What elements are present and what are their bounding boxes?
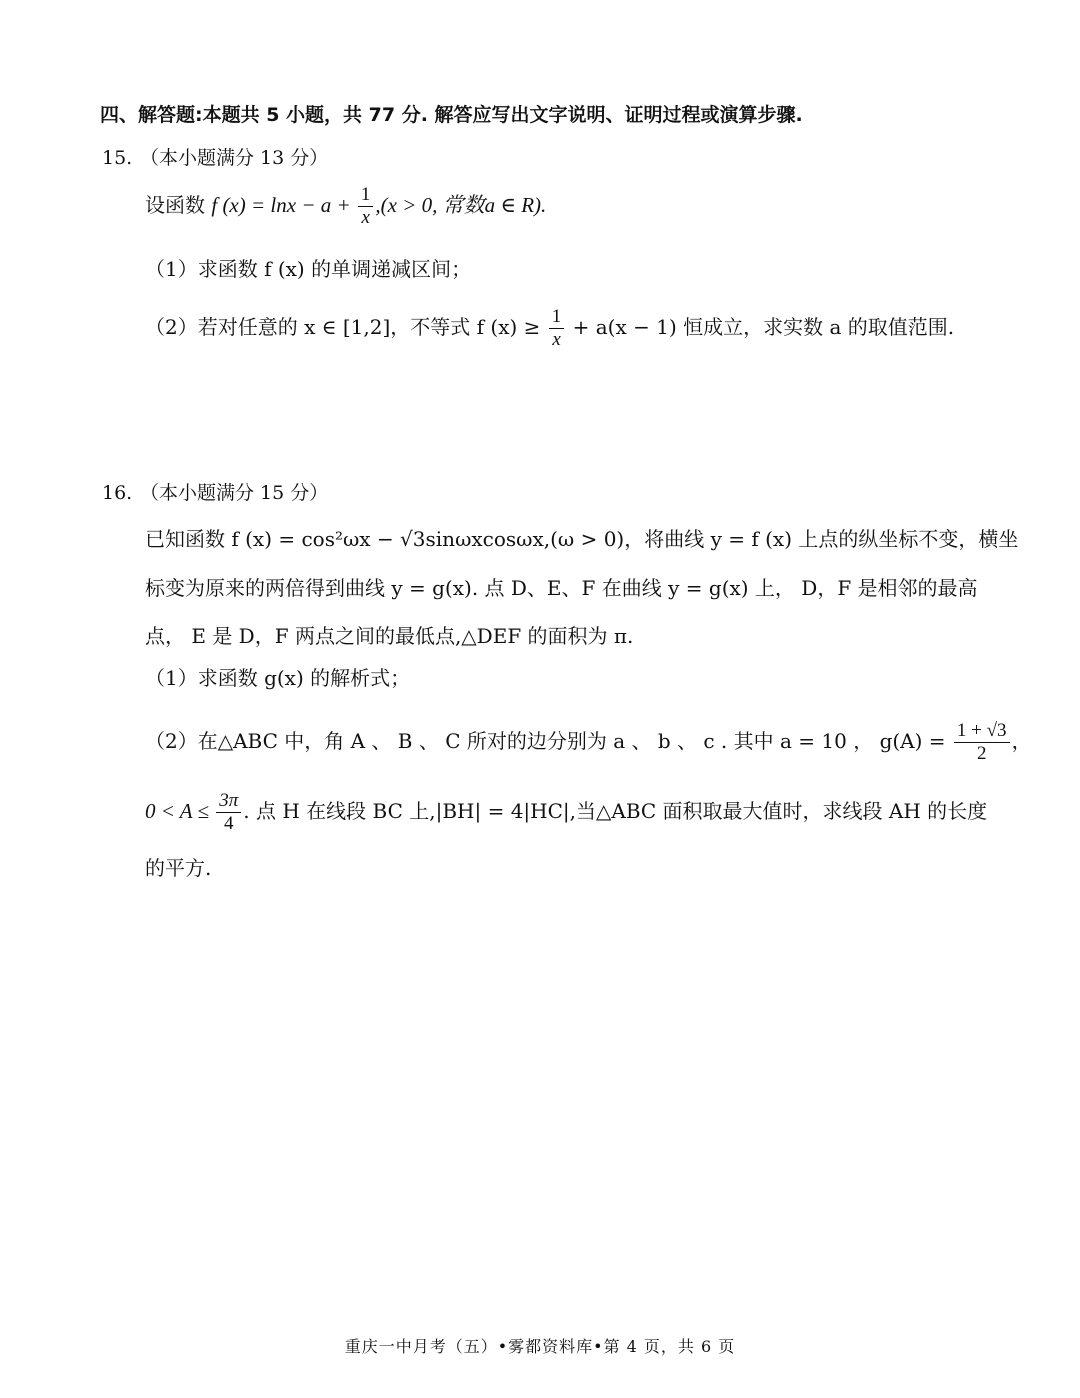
q15-stem-frac-num: 1 xyxy=(358,184,374,207)
q16-part2-line1 xyxy=(145,720,1032,765)
q16-part2-fraction2 xyxy=(216,790,241,835)
q15-stem-fraction xyxy=(358,184,374,229)
q15-stem xyxy=(145,184,546,229)
q16-part2-fraction xyxy=(954,720,1010,765)
q15-part2-a: （2）若对任意的 x ∈ [1,2]，不等式 f (x) ≥ xyxy=(145,315,547,339)
q16-part2-frac-den: 2 xyxy=(976,743,987,764)
q16-part2-line2-a: 0 < A ≤ xyxy=(145,799,215,823)
q16-part2-line3: 的平方. xyxy=(145,856,212,880)
page-footer: 重庆一中月考（五）•雾都资料库•第 4 页，共 6 页 xyxy=(344,1337,736,1356)
q15-part1: （1）求函数 f (x) 的单调递减区间； xyxy=(145,257,472,281)
q16-score: （本小题满分 15 分） xyxy=(140,482,329,504)
q15-stem-frac-den: x xyxy=(361,207,370,228)
q15-stem-expr-a: f (x) = lnx − a + xyxy=(211,193,356,217)
q15-stem-prefix: 设函数 xyxy=(145,193,212,217)
q15-part2-b: + a(x − 1) 恒成立，求实数 a 的取值范围. xyxy=(566,315,955,339)
q16-part2-a: （2）在△ABC 中，角 A 、 B 、 C 所对的边分别为 a 、 b 、 c . 其中 a = 10 ， g(A) = xyxy=(145,729,952,753)
q15-part2-frac-num: 1 xyxy=(549,306,565,329)
q16-part2-frac-num: 1 + √3 xyxy=(954,720,1010,743)
q16-part2-comma: ， xyxy=(1011,729,1032,753)
q16-stem-line2: 标变为原来的两倍得到曲线 y = g(x). 点 D、E、F 在曲线 y = g(x) 上， D，F 是相邻的最高 xyxy=(145,576,978,600)
q16-part2-line2-b: . 点 H 在线段 BC 上,|BH| = 4|HC|,当△ABC 面积取最大值时，求线段 AH 的长度 xyxy=(243,799,988,823)
q15-part2 xyxy=(145,306,954,351)
section-heading: 四、解答题:本题共 5 小题，共 77 分. 解答应写出文字说明、证明过程或演算步骤. xyxy=(100,104,803,126)
q16-number: 16. xyxy=(102,482,133,504)
q16-part2-frac2-den: 4 xyxy=(224,813,234,834)
q15-part2-fraction xyxy=(549,306,565,351)
q16-stem-line1: 已知函数 f (x) = cos²ωx − √3sinωxcosωx,(ω > 0)，将曲线 y = f (x) 上点的纵坐标不变，横坐 xyxy=(145,527,1019,551)
q16-stem-line3: 点， E 是 D，F 两点之间的最低点,△DEF 的面积为 π. xyxy=(145,624,634,648)
q15-score: （本小题满分 13 分） xyxy=(140,147,329,169)
q16-part2-line2 xyxy=(145,790,987,835)
q16-part2-frac2-num: 3π xyxy=(216,790,241,813)
q16-part1: （1）求函数 g(x) 的解析式； xyxy=(145,666,411,690)
q15-number: 15. xyxy=(102,147,133,169)
q15-stem-expr-b: ,(x > 0, 常数a ∈ R). xyxy=(375,193,547,217)
q15-part2-frac-den: x xyxy=(552,329,561,350)
